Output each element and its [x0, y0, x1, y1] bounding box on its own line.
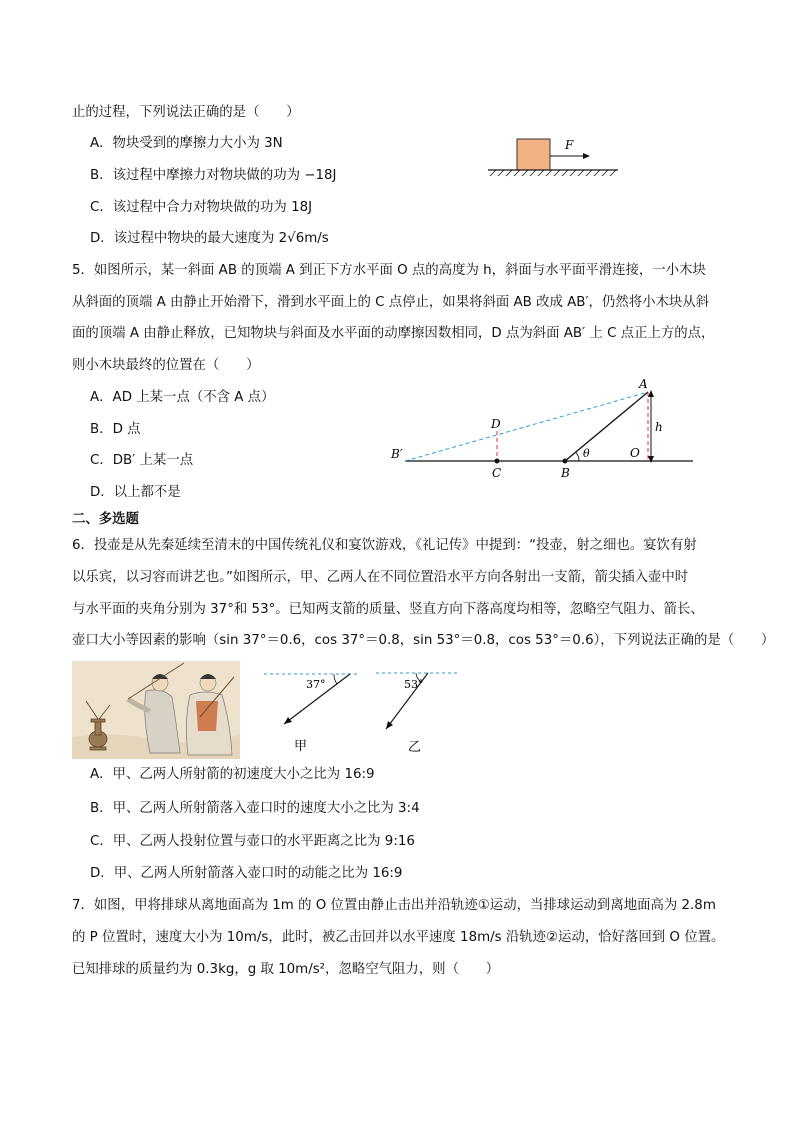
point-c [495, 459, 500, 464]
q5-stem-line-4: 则小木块最终的位置在（ ） [72, 358, 260, 373]
q5-option-a[interactable]: A．AD 上某一点（不含 A 点） [90, 390, 275, 405]
label-yi: 乙 [408, 740, 422, 755]
height-arrow-up [648, 390, 654, 397]
angle-2-label: 53° [404, 678, 424, 691]
dashed-incline-ab-prime [405, 392, 648, 461]
q5-stem-line-3: 面的顶端 A 由静止释放，已知物块与斜面及水平面的动摩擦因数相同，D 点为斜面 AB′ 上 C 点正上方的点， [72, 326, 715, 341]
q4-option-c[interactable]: C．该过程中合力对物块做的功为 18J [90, 200, 313, 215]
label-c: C [492, 466, 502, 480]
q4-option-b[interactable]: B．该过程中摩擦力对物块做的功为 −18J [90, 168, 337, 183]
q6-stem-line-4: 壶口大小等因素的影响（sin 37°＝0.6，cos 37°＝0.8，sin 53°＝0.8，cos 53°＝0.6），下列说法正确的是（ ） [72, 633, 775, 648]
q4-stem-tail: 止的过程，下列说法正确的是（ ） [72, 105, 300, 120]
label-d: D [491, 417, 501, 431]
q4-figure [480, 132, 630, 182]
label-h: h [655, 420, 663, 434]
q6-option-a[interactable]: A．甲、乙两人所射箭的初速度大小之比为 16:9 [90, 767, 375, 782]
angle-1-arc [334, 674, 337, 684]
force-label: F [565, 138, 574, 152]
q5-incline-figure [385, 372, 700, 482]
angle-1-label: 37° [306, 678, 326, 691]
q5-stem-line-2: 从斜面的顶端 A 由静止开始滑下，滑到水平面上的 C 点停止，如果将斜面 AB 改成 AB′，仍然将小木块从斜 [72, 295, 710, 310]
label-jia: 甲 [294, 739, 308, 754]
q4-option-d[interactable]: D．该过程中物块的最大速度为 2√6m/s [90, 231, 329, 246]
label-b-prime: B′ [391, 447, 403, 461]
section-title: 二、多选题 [72, 512, 139, 527]
q6-stem-line-3: 与水平面的夹角分别为 37°和 53°。已知两支箭的质量、竖直方向下落高度均相等，忽略空气阻力、箭长、 [72, 602, 704, 617]
q6-option-c[interactable]: C．甲、乙两人投射位置与壶口的水平距离之比为 9:16 [90, 834, 415, 849]
height-arrow-down [648, 456, 654, 463]
q7-stem-line-1: 7．如图，甲将排球从离地面高为 1m 的 O 位置由静止击出并沿轨迹①运动，当排球运动到离地面高为 2.8m [72, 898, 716, 913]
q6-stem-line-1: 6．投壶是从先秦延续至清末的中国传统礼仪和宴饮游戏，《礼记传》中提到：“投壶，射之细也。宴饮有射 [72, 538, 697, 553]
q6-stem-line-2: 以乐宾，以习容而讲艺也。”如图所示，甲、乙两人在不同位置沿水平方向各射出一支箭，箭尖插入壶中时 [72, 570, 689, 585]
arrow-2-head [386, 721, 393, 729]
q7-stem-line-3: 已知排球的质量约为 0.3kg，g 取 10m/s²，忽略空气阻力，则（ ） [72, 962, 500, 977]
q5-option-b[interactable]: B．D 点 [90, 422, 141, 437]
q5-option-d[interactable]: D．以上都不是 [90, 485, 181, 500]
point-b [563, 459, 568, 464]
touhu-painting [72, 661, 240, 759]
angle-theta-arc [576, 452, 579, 461]
ground-hatching [490, 170, 616, 176]
label-o: O [630, 446, 640, 460]
label-b: B [561, 466, 570, 480]
label-theta: θ [583, 447, 590, 460]
force-arrow-head [583, 153, 590, 159]
q7-stem-line-2: 的 P 位置时，速度大小为 10m/s，此时，被乙击回并以水平速度 18m/s 沿轨迹②运动，恰好落回到 O 位置。 [72, 930, 725, 945]
q5-stem-line-1: 5．如图所示，某一斜面 AB 的顶端 A 到正下方水平面 O 点的高度为 h，斜面与水平面平滑连接，一小木块 [72, 263, 706, 278]
label-a: A [639, 377, 648, 391]
q4-option-a[interactable]: A．物块受到的摩擦力大小为 3N [90, 136, 283, 151]
block [517, 139, 550, 170]
q5-option-c[interactable]: C．DB′ 上某一点 [90, 453, 194, 468]
q6-arrow-figure [258, 664, 463, 758]
q6-option-d[interactable]: D．甲、乙两人所射箭落入壶口时的动能之比为 16:9 [90, 866, 403, 881]
q6-option-b[interactable]: B．甲、乙两人所射箭落入壶口时的速度大小之比为 3:4 [90, 801, 420, 816]
arrow-1-head [284, 717, 292, 724]
